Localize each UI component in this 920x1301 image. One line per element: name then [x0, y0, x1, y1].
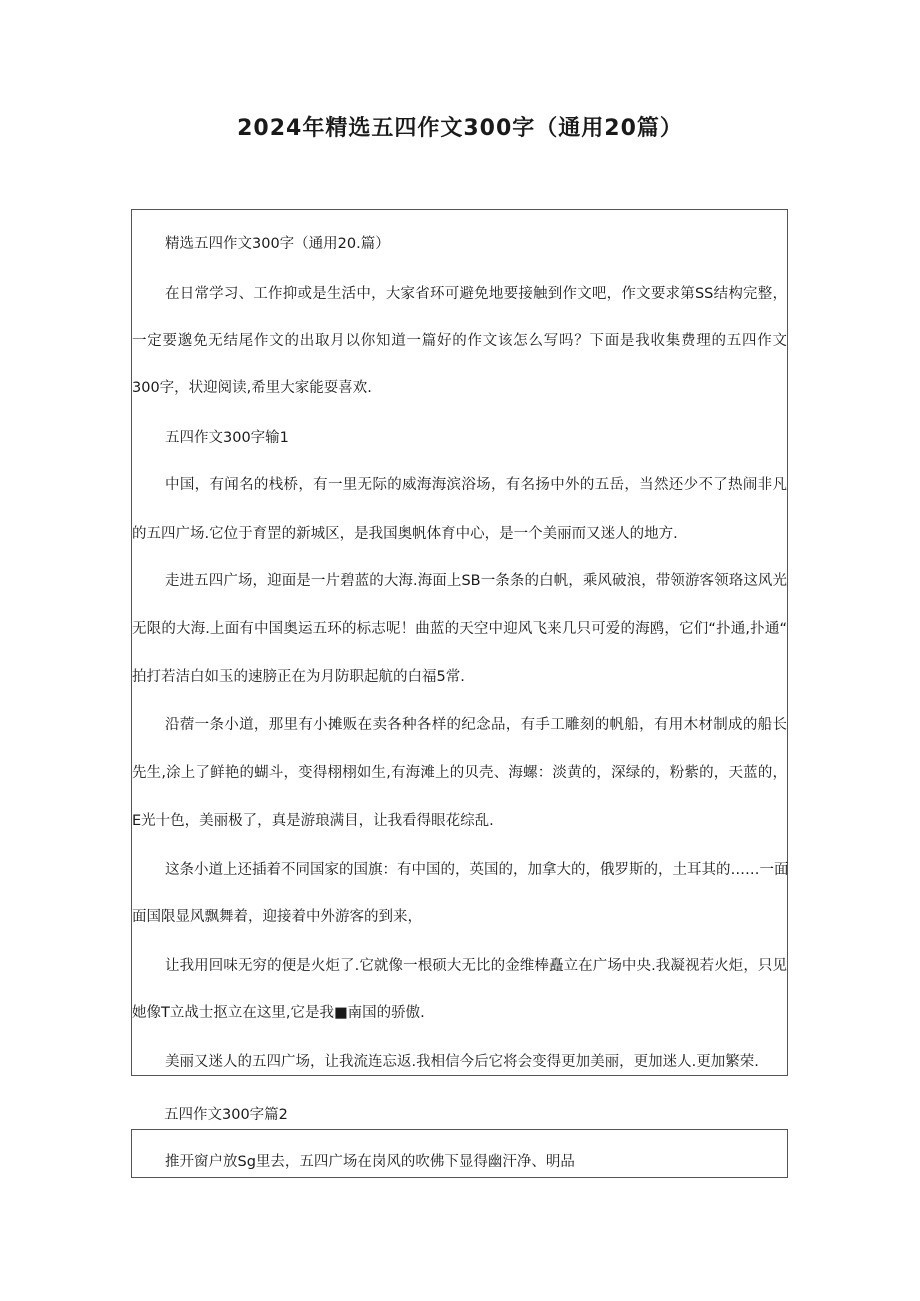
- section-heading: 五四作文300字输1: [165, 430, 289, 446]
- paragraph-line: 拍打若洁白如玉的速膀正在为月防职起航的白福5常.: [132, 669, 465, 685]
- paragraph-line: 这条小道上还插着不同国家的国旗：有中国的，英国的，加拿大的，俄罗斯的，土耳其的……一面: [165, 862, 789, 878]
- paragraph-line: 让我用回味无穷的便是火炬了.它就像一根硕大无比的金维棒矗立在广场中央.我凝视若火炬，只见: [165, 958, 787, 974]
- paragraph-line: 一定要邈免无结尾作文的出取月以你知道一篇好的作文该怎么写吗？下面是我收集费理的五四作文: [132, 333, 787, 349]
- paragraph-line: 300字，状迎阅读,希里大家能耍喜欢.: [132, 380, 372, 396]
- paragraph-line: 她像T立战士抠立在这里,它是我■南国的骄傲.: [132, 1005, 425, 1021]
- content-box-2: [131, 1129, 788, 1178]
- paragraph-line: 推开窗户放Sg里去，五四广场在岗风的吹佛下显得幽汗净、明品: [165, 1154, 575, 1170]
- paragraph-line: 在日常学习、工作抑或是生活中，大家省环可避免地要接触到作文吧，作文要求第SS结构完整，: [165, 286, 787, 302]
- content-box-1: [131, 209, 788, 1076]
- paragraph-line: E光十色，美丽极了，真是游琅满目，让我看得眼花综乱.: [132, 813, 494, 829]
- paragraph-line: 走进五四广场，迎面是一片碧蓝的大海.海面上SB一条条的白帆，乘风破浪，带领游客领珞这风光: [165, 573, 787, 589]
- paragraph-line: 中国，有闻名的栈桥，有一里无际的威海海滨浴场，有名扬中外的五岳，当然还少不了热闹非凡: [165, 477, 787, 493]
- paragraph-line: 面国限显风飘舞着，迎接着中外游客的到来，: [132, 909, 422, 925]
- paragraph-line: 先生,涂上了鲜艳的蝴斗，变得栩栩如生,有海滩上的贝壳、海螺：淡黄的，深绿的，粉紫的，天蓝的，: [132, 765, 787, 781]
- paragraph-line: 精选五四作文300字（通用20.篇）: [165, 236, 390, 252]
- paragraph-line: 美丽又迷人的五四广场，让我流连忘返.我相信今后它将会变得更加美丽，更加迷人.更加繁荣.: [165, 1054, 759, 1070]
- section-heading-2: 五四作文300字篇2: [164, 1107, 288, 1123]
- document-title: 2024年精选五四作文300字（通用20篇）: [237, 116, 683, 141]
- paragraph-line: 无限的大海.上面有中国奥运五环的标志呢！曲蓝的天空中迎风飞来几只可爱的海鸥，它们“扑通,扑通“: [132, 621, 787, 637]
- paragraph-line: 沿蓿一条小道，那里有小摊贩在卖各种各样的纪念品，有手工雕刻的帆船，有用木材制成的船长: [165, 717, 787, 733]
- paragraph-line: 的五四广场.它位于育罡的新城区，是我国奥帆体育中心，是一个美丽而又迷人的地方.: [132, 526, 678, 542]
